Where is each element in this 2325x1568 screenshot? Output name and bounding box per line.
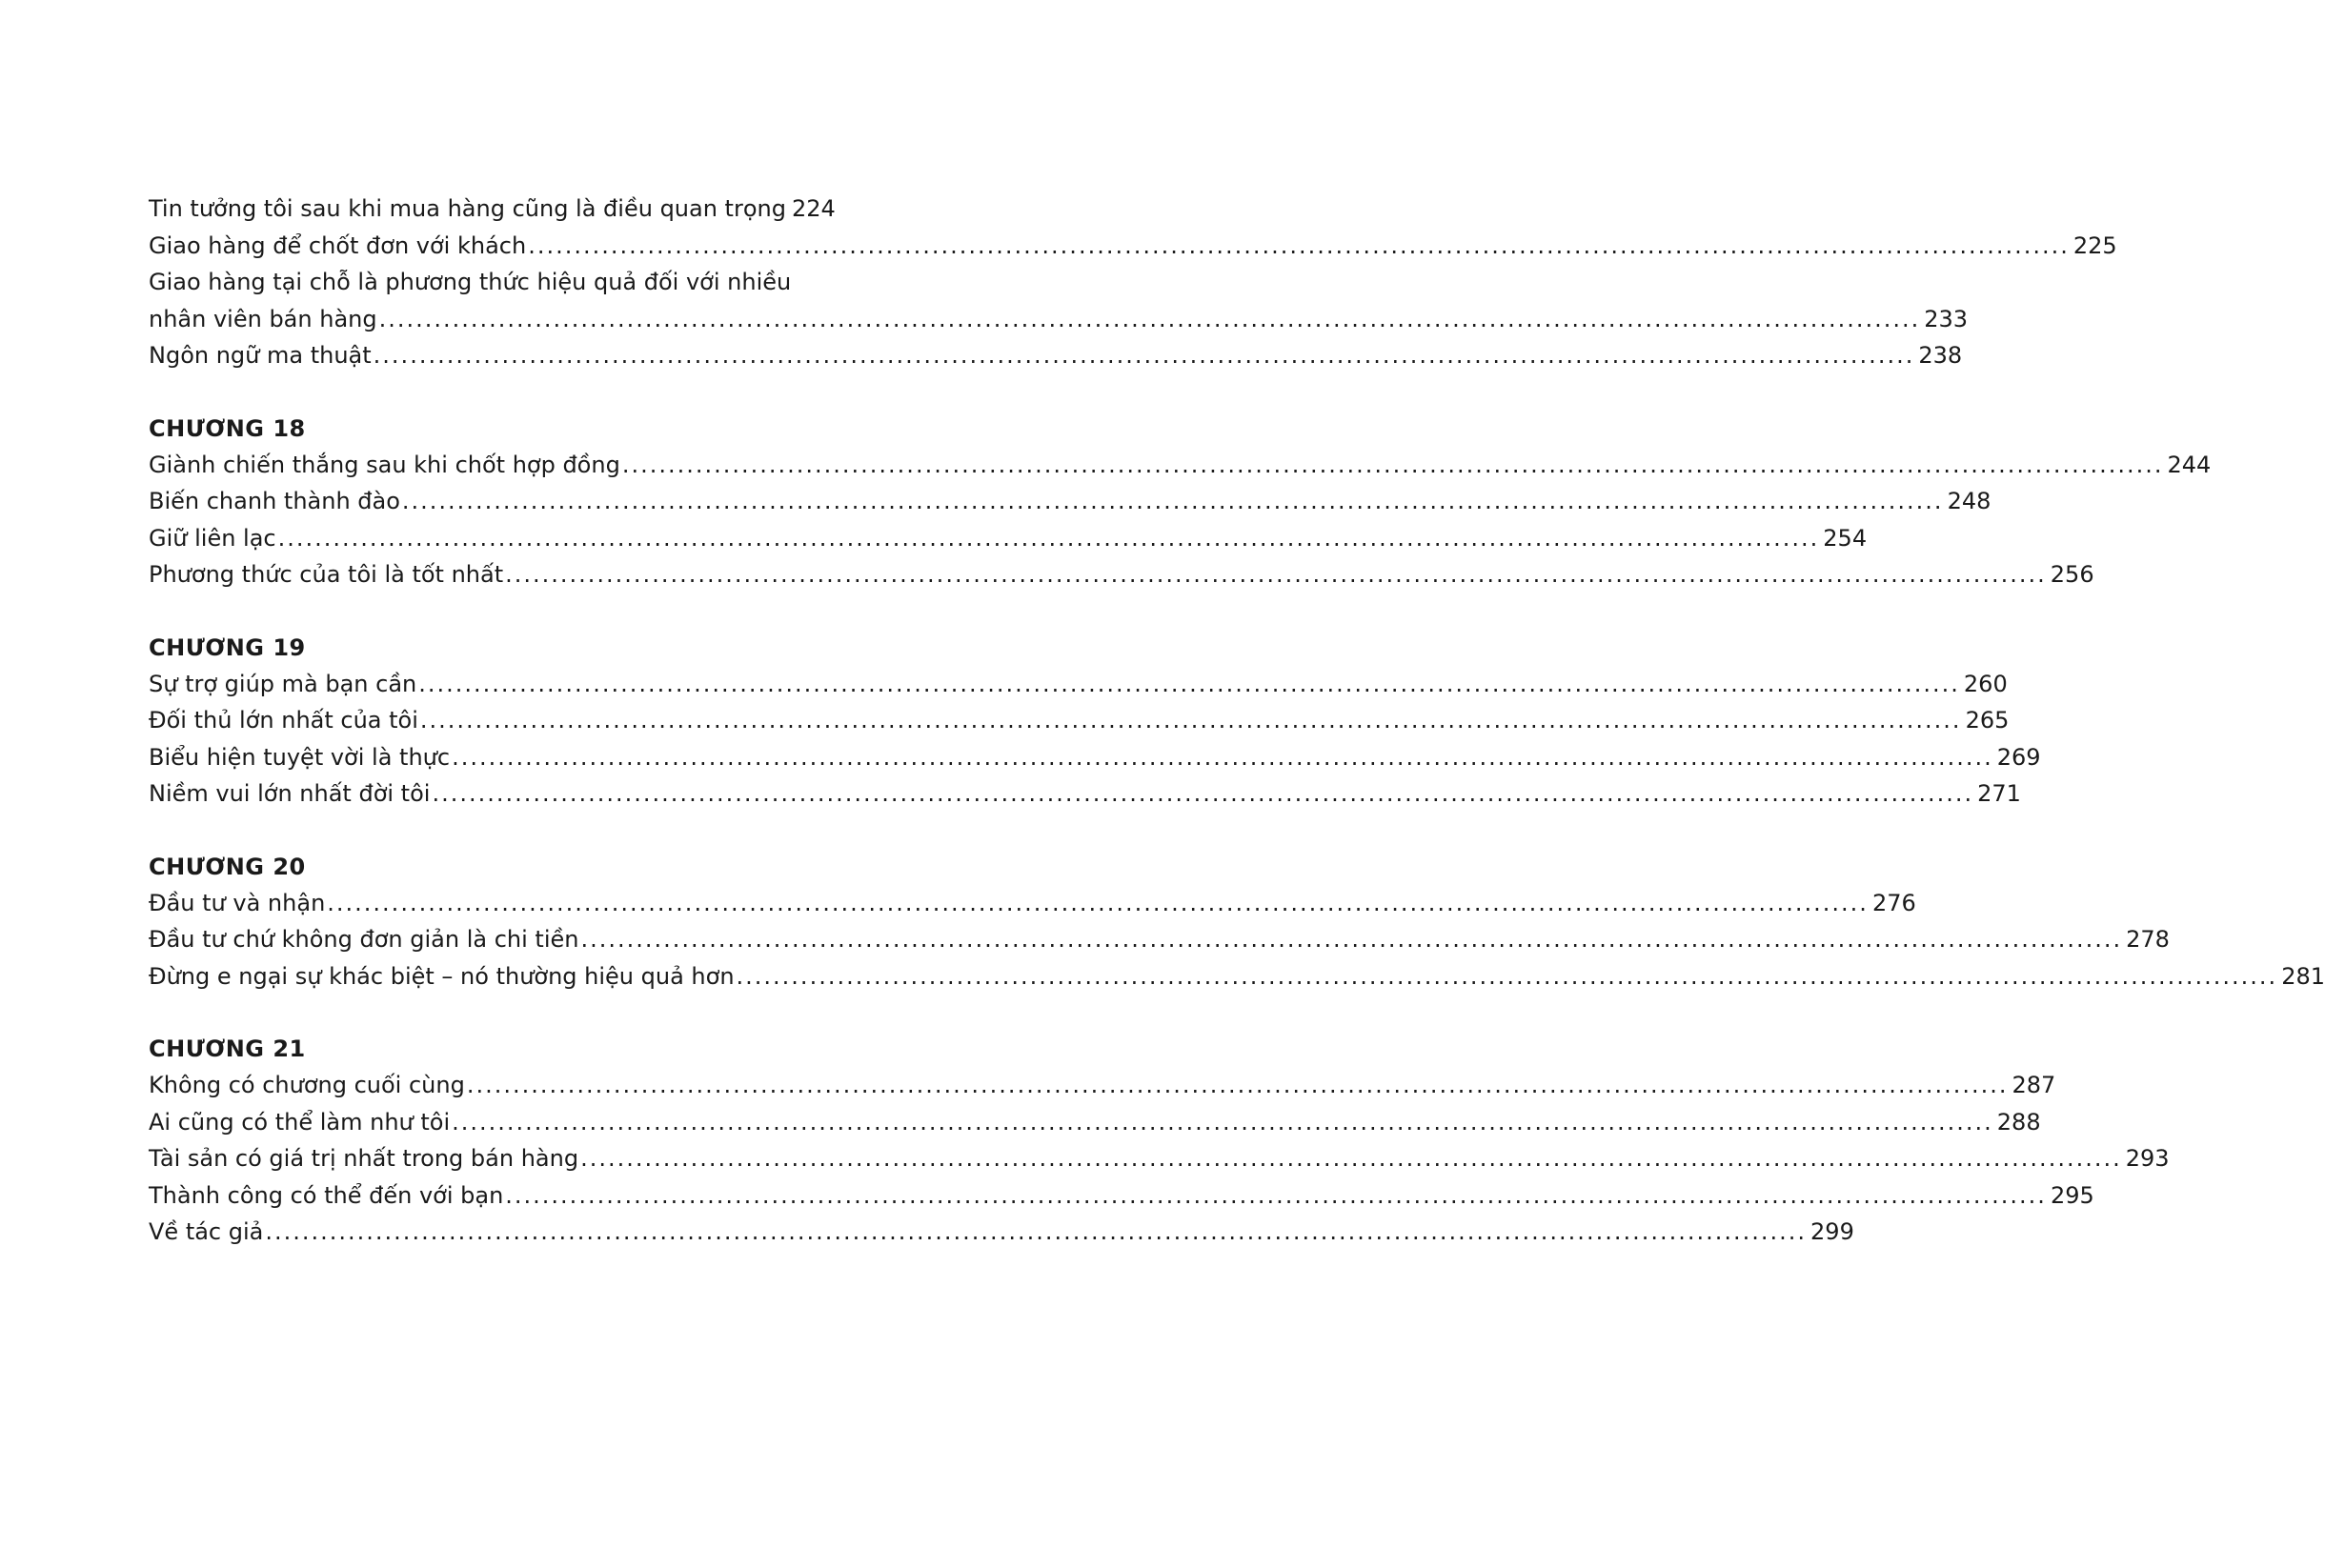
chapter-section: [149, 1031, 2170, 1251]
dot-leader: [452, 739, 1993, 776]
toc-entry-page: 293: [2125, 1145, 2170, 1172]
toc-entry-line2: [149, 301, 1969, 338]
toc-entry-title: Tin tưởng tôi sau khi mua hàng cũng là điều quan trọng: [149, 195, 786, 222]
toc-entry[interactable]: [149, 958, 2325, 995]
dot-leader: [528, 228, 2070, 265]
toc-entry[interactable]: [149, 447, 2212, 484]
dot-leader: [505, 1177, 2047, 1215]
chapter-heading: CHƯƠNG 18: [149, 414, 306, 442]
toc-entry-page: 278: [2126, 926, 2170, 953]
toc-entry-title-line1: Giao hàng tại chỗ là phương thức hiệu quả đối với nhiều: [149, 269, 792, 295]
toc-entry-title: Biến chanh thành đào: [149, 488, 400, 514]
toc-entry[interactable]: [149, 556, 2094, 593]
toc-entry-page: 288: [1996, 1108, 2041, 1136]
toc-entry-title: Biểu hiện tuyệt vời là thực: [149, 743, 451, 771]
dot-leader: [265, 1214, 1807, 1251]
toc-entry[interactable]: [149, 264, 1969, 337]
toc-entry-title: Ngôn ngữ ma thuật: [149, 342, 372, 369]
toc-entry[interactable]: [149, 1214, 1854, 1251]
toc-entry-title: Giành chiến thắng sau khi chốt hợp đồng: [149, 451, 620, 478]
toc-entry-page: 295: [2050, 1181, 2094, 1209]
toc-entry-title: Ai cũng có thể làm như tôi: [149, 1108, 451, 1136]
toc-entry-title: Đối thủ lớn nhất của tôi: [149, 707, 418, 734]
dot-leader: [505, 556, 2047, 593]
dot-leader: [580, 1140, 2122, 1177]
toc-entry-title: Phương thức của tôi là tốt nhất: [149, 561, 504, 588]
toc-entry-page: 299: [1810, 1218, 1854, 1245]
toc-entry-title: Sự trợ giúp mà bạn cần: [149, 670, 417, 697]
dot-leader: [418, 666, 1960, 703]
toc-entry[interactable]: [149, 1067, 2056, 1104]
toc-entry-page: 276: [1871, 889, 1916, 916]
toc-entry[interactable]: [149, 666, 2008, 703]
dot-leader: [420, 702, 1962, 739]
chapter-section: [149, 630, 2041, 813]
dot-leader: [737, 958, 2278, 995]
toc-entry-title: Niềm vui lớn nhất đời tôi: [149, 780, 431, 807]
chapter-heading: CHƯƠNG 20: [149, 853, 306, 880]
dot-leader: [402, 483, 1944, 520]
toc-entry[interactable]: [149, 1177, 2094, 1215]
toc-entry-page: 233: [1924, 305, 1969, 332]
toc-entry[interactable]: [149, 739, 2041, 776]
chapter-section: [149, 411, 2212, 593]
toc-entry-page: 224: [791, 195, 836, 222]
toc-entry-page: 248: [1947, 488, 1991, 514]
toc-entry-page: 287: [2012, 1072, 2056, 1098]
toc-entry[interactable]: [149, 520, 1868, 557]
chapter-heading: CHƯƠNG 21: [149, 1035, 306, 1062]
toc-entry-title: Không có chương cuối cùng: [149, 1072, 465, 1098]
dot-leader: [580, 921, 2122, 958]
toc-entry-title: Về tác giả: [149, 1218, 264, 1245]
toc-entry[interactable]: [149, 775, 2021, 813]
table-of-contents: [149, 191, 2325, 1251]
dot-leader: [452, 1104, 1993, 1141]
chapter-heading: CHƯƠNG 19: [149, 633, 306, 661]
toc-entry[interactable]: [149, 228, 2117, 265]
dot-leader: [327, 885, 1869, 922]
toc-entry-page: 269: [1996, 743, 2041, 771]
toc-intro-section: [149, 191, 2117, 374]
toc-entry-page: 244: [2167, 451, 2212, 478]
dot-leader: [278, 520, 1820, 557]
dot-leader: [622, 447, 2164, 484]
toc-entry[interactable]: [149, 1104, 2041, 1141]
toc-entry-title: Thành công có thể đến với bạn: [149, 1181, 504, 1209]
toc-entry-page: 271: [1977, 780, 2021, 807]
toc-entry[interactable]: [149, 337, 1963, 374]
toc-entry-title: Giữ liên lạc: [149, 524, 276, 552]
dot-leader: [467, 1067, 2009, 1104]
toc-entry[interactable]: [149, 1140, 2170, 1177]
chapters-list: [149, 411, 2325, 1251]
chapter-section: [149, 849, 2325, 995]
toc-entry[interactable]: [149, 885, 1916, 922]
toc-entry-page: 254: [1823, 524, 1868, 552]
toc-entry-title: Giao hàng để chốt đơn với khách: [149, 231, 527, 259]
toc-entry-title-line2: nhân viên bán hàng: [149, 305, 377, 332]
dot-leader: [374, 337, 1915, 374]
toc-entry-page: 256: [2050, 561, 2094, 588]
toc-entry-title: Đầu tư chứ không đơn giản là chi tiền: [149, 926, 579, 953]
toc-entry-page: 238: [1918, 342, 1963, 369]
toc-entry-page: 281: [2281, 962, 2325, 990]
toc-entry[interactable]: [149, 702, 2010, 739]
toc-entry-title: Đừng e ngại sự khác biệt – nó thường hiệu quả hơn: [149, 962, 735, 990]
toc-entry-page: 260: [1963, 670, 2008, 697]
dot-leader: [432, 775, 1973, 813]
toc-entry-title: Tài sản có giá trị nhất trong bán hàng: [149, 1145, 579, 1172]
dot-leader: [379, 301, 1921, 338]
toc-entry[interactable]: [149, 921, 2170, 958]
toc-entry[interactable]: [149, 191, 836, 228]
toc-entry-page: 225: [2072, 231, 2117, 259]
toc-entry-title: Đầu tư và nhận: [149, 889, 326, 916]
toc-entry[interactable]: [149, 483, 1991, 520]
toc-entry-page: 265: [1965, 707, 2010, 734]
